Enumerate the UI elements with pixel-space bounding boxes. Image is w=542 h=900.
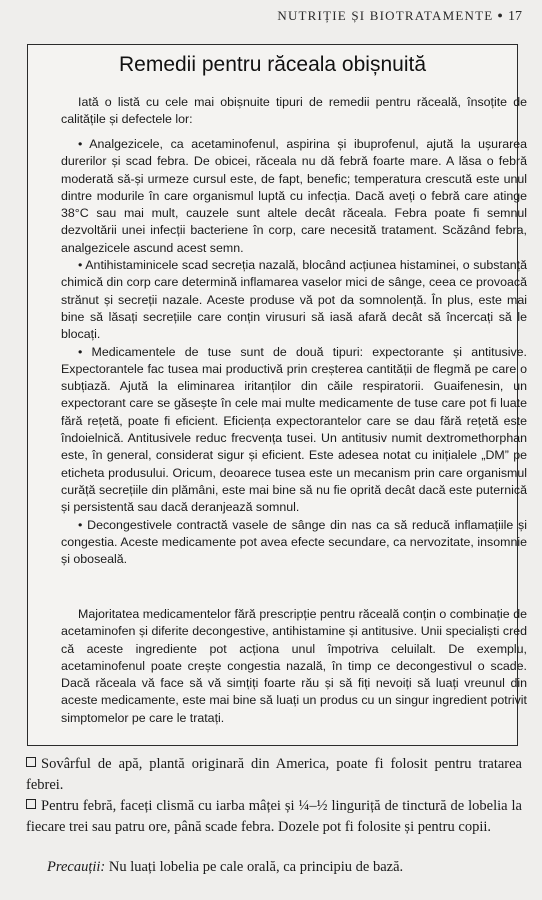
bullet-separator: ● (497, 10, 504, 20)
precautions-text: Nu luați lobelia pe cale orală, ca principiu de bază. (105, 859, 404, 875)
remedy-entry-watercress (26, 754, 522, 795)
list-item-analgesics: • Analgezicele, ca acetaminofenul, aspirina și ibuprofenul, ajută la ușurarea durerilor și scad febra. De obicei, răceala nu dă febră foarte mare. A lăsa o febră moderată să-și urmeze cursul este, de fapt, benefic; temperatura crescută este unul dintre modurile în care organismul luptă cu infecția. Dacă aveți o febră care atinge 38°C sau mai mult, cauzele sunt altele decât răceala. Febra poate fi semnul dezvoltării unei infecții bacteriene în corp, care necesită tratament. Scăzând febra, analgezicele ascund acest semn. (61, 137, 527, 255)
running-title: NUTRIȚIE ȘI BIOTRATAMENTE (277, 8, 494, 23)
page-number: 17 (508, 9, 522, 24)
list-item-decongestants: • Decongestivele contractă vasele de sânge din nas ca să reducă inflamațiile și congestia. Aceste medicamente pot avea efecte secundare, ca nervozitate, insomnie și oboseală. (61, 517, 527, 567)
remedy-entry-lobelia (26, 796, 522, 837)
list-item-antihistamines: • Antihistaminicele scad secreția nazală, blocând acțiunea histaminei, o substanță chimică din corp care determină inflamarea vaselor mici de sânge, ceea ce provoacă strănut și secreții nazale. Aceste produse vă pot da somnolență. În plus, este mai bine să lăsați secrețiile care conțin virusuri să iasă afară decât să încercați să le blocați. (61, 258, 527, 342)
cold-remedies-sidebar (27, 44, 527, 746)
list-item-cough-medicines: • Medicamentele de tuse sunt de două tipuri: expectorante și antitusive. Expectorantele fac tusea mai productivă prin creșterea cantității de flegmă pe care o subțiază. Ajută la eliminarea iritanților din căile respiratorii. Guaifenesin, un expectorant care se găsește în cele mai multe medicamente de tuse care pot fi luate fără rețetă, poate fi eficient. Eficiența expectorantelor care se dau fără rețetă este îndoielnică. Antitusivele reduc frecvența tusei. Un antitusiv numit dextromethorphan este, în general, considerat sigur și eficient. Este adesea notat cu inițialele „DM” pe eticheta produsului. Oricum, deoarece tusea este un mecanism prin care organismul curăță secrețiile din plămâni, este mai bine să nu fie oprită decât dacă este puternică și persistentă sau dacă deranjează somnul. (61, 344, 527, 515)
sidebar-title: Remedii pentru răceala obișnuită (118, 53, 426, 76)
remedy-text: Sovârful de apă, plantă originară din America, poate fi folosit pentru tratarea febrei. (26, 756, 522, 793)
checkbox-bullet-icon (26, 757, 36, 767)
intro-paragraph: Iată o listă cu cele mai obișnuite tipuri de remedii pentru răceală, însoțite de calitățile și defectele lor: (61, 95, 527, 127)
precautions-note (26, 857, 522, 878)
precautions-label: Precauții: (47, 859, 106, 875)
checkbox-bullet-icon (26, 799, 36, 809)
remedy-list (61, 136, 527, 568)
running-header (277, 8, 522, 25)
sidebar-summary (61, 606, 527, 727)
remedy-text: Pentru febră, faceți clismă cu iarba mâței și ¼–½ linguriță de tinctură de lobelia la fiecare trei sau patru ore, până scade febra. Dozele pot fi folosite și pentru copii. (26, 798, 522, 835)
summary-paragraph: Majoritatea medicamentelor fără prescripție pentru răceală conțin o combinație de acetaminofen și diferite decongestive, antihistamine și antitusive. Unii specialiști cred că aceste ingrediente pot acționa unul împotriva celuilalt. De exemplu, acetaminofenul poate crește congestia nazală, în timp ce decongestivul o scade. Dacă răceala vă face să vă simțiți foarte rău și să fiți nevoiți să luați vreunul din aceste medicamente, este mai bine să luați un produs cu un singur ingredient potrivit simptomelor pe care le tratați. (61, 607, 527, 725)
sidebar-intro (61, 94, 527, 129)
